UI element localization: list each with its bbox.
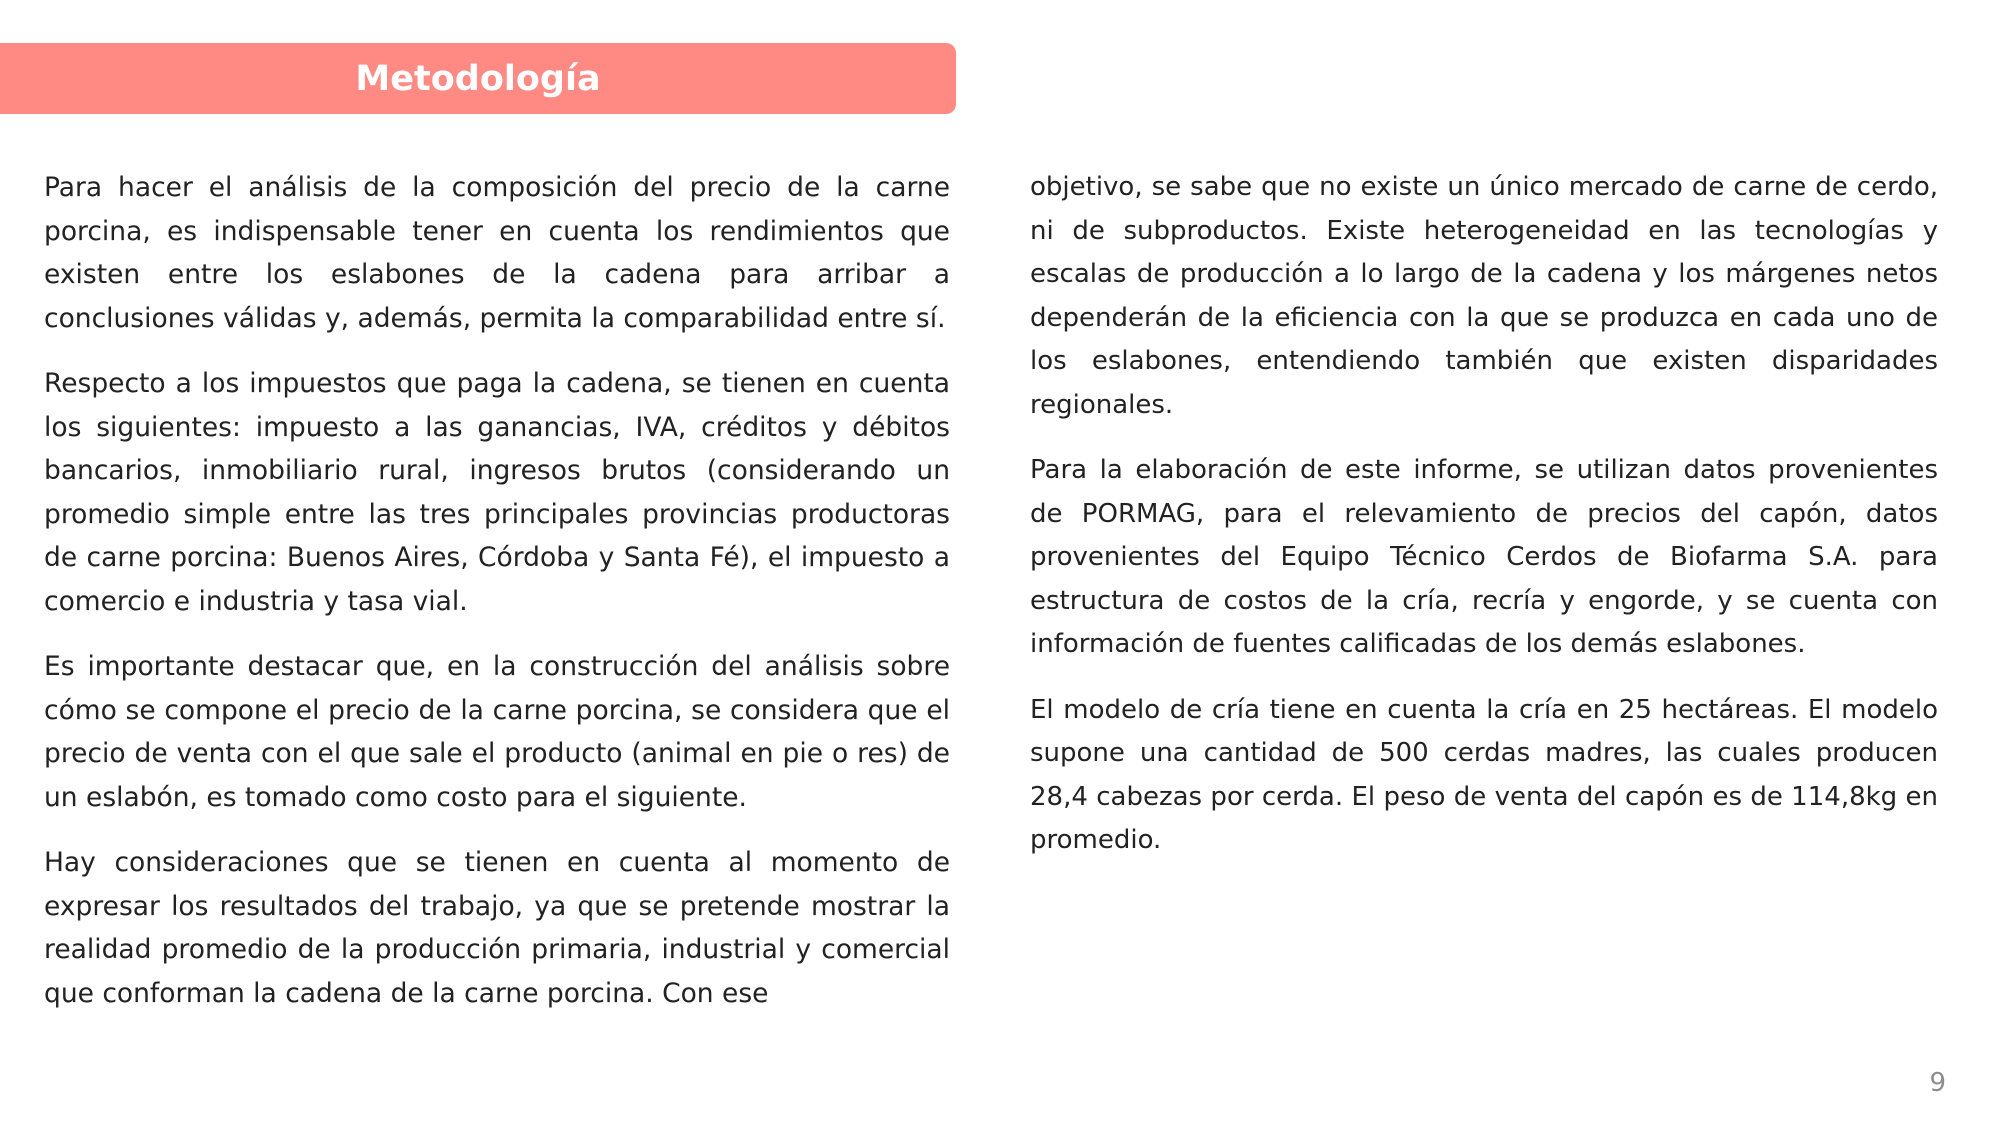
- page-title: Metodología: [355, 58, 601, 99]
- right-text-column: [1030, 166, 1938, 885]
- paragraph-breeding-model: El modelo de cría tiene en cuenta la cría en 25 hectáreas. El modelo supone una cantidad de 500 cerdas madres, las cuales producen 28,4 cabezas por cerda. El peso de venta del capón es de 114,8kg en promedio.: [1030, 694, 1938, 855]
- page-number: 9: [1929, 1068, 1946, 1098]
- section-title-bar: [0, 43, 956, 114]
- paragraph-data-sources: Para la elaboración de este informe, se utilizan datos provenientes de PORMAG, para el relevamiento de precios del capón, datos provenientes del Equipo Técnico Cerdos de Biofarma S.A. para estructura de costos de la cría, recría y engorde, y se cuenta con información de fuentes calificadas de los demás eslabones.: [1030, 455, 1938, 659]
- paragraph-price-composition: Es importante destacar que, en la construcción del análisis sobre cómo se compone el precio de la carne porcina, se considera que el precio de venta con el que sale el producto (animal en pie o res) de un eslabón, es tomado como costo para el siguiente.: [44, 651, 950, 813]
- left-text-column: [44, 166, 950, 1037]
- paragraph-taxes: Respecto a los impuestos que paga la cadena, se tienen en cuenta los siguientes: impuesto a las ganancias, IVA, créditos y débitos bancarios, inmobiliario rural, ingresos brutos (considerando un promedio simple entre las tres principales provincias productoras de carne porcina: Buenos Aires, Córdoba y Santa Fé), el impuesto a comercio e industria y tasa vial.: [44, 368, 950, 617]
- paragraph-considerations: Hay consideraciones que se tienen en cuenta al momento de expresar los resultados del trabajo, ya que se pretende mostrar la realidad promedio de la producción primaria, industrial y comercial que conforman la cadena de la carne porcina. Con ese: [44, 847, 950, 1009]
- paragraph-objective: objetivo, se sabe que no existe un único mercado de carne de cerdo, ni de subproductos. Existe heterogeneidad en las tecnologías y escalas de producción a lo largo de la cadena y los márgenes netos dependerán de la eficiencia con la que se produzca en cada uno de los eslabones, entendiendo también que existen disparidades regionales.: [1030, 172, 1938, 420]
- paragraph-analysis: Para hacer el análisis de la composición del precio de la carne porcina, es indispensable tener en cuenta los rendimientos que existen entre los eslabones de la cadena para arribar a conclusiones válidas y, además, permita la comparabilidad entre sí.: [44, 172, 950, 334]
